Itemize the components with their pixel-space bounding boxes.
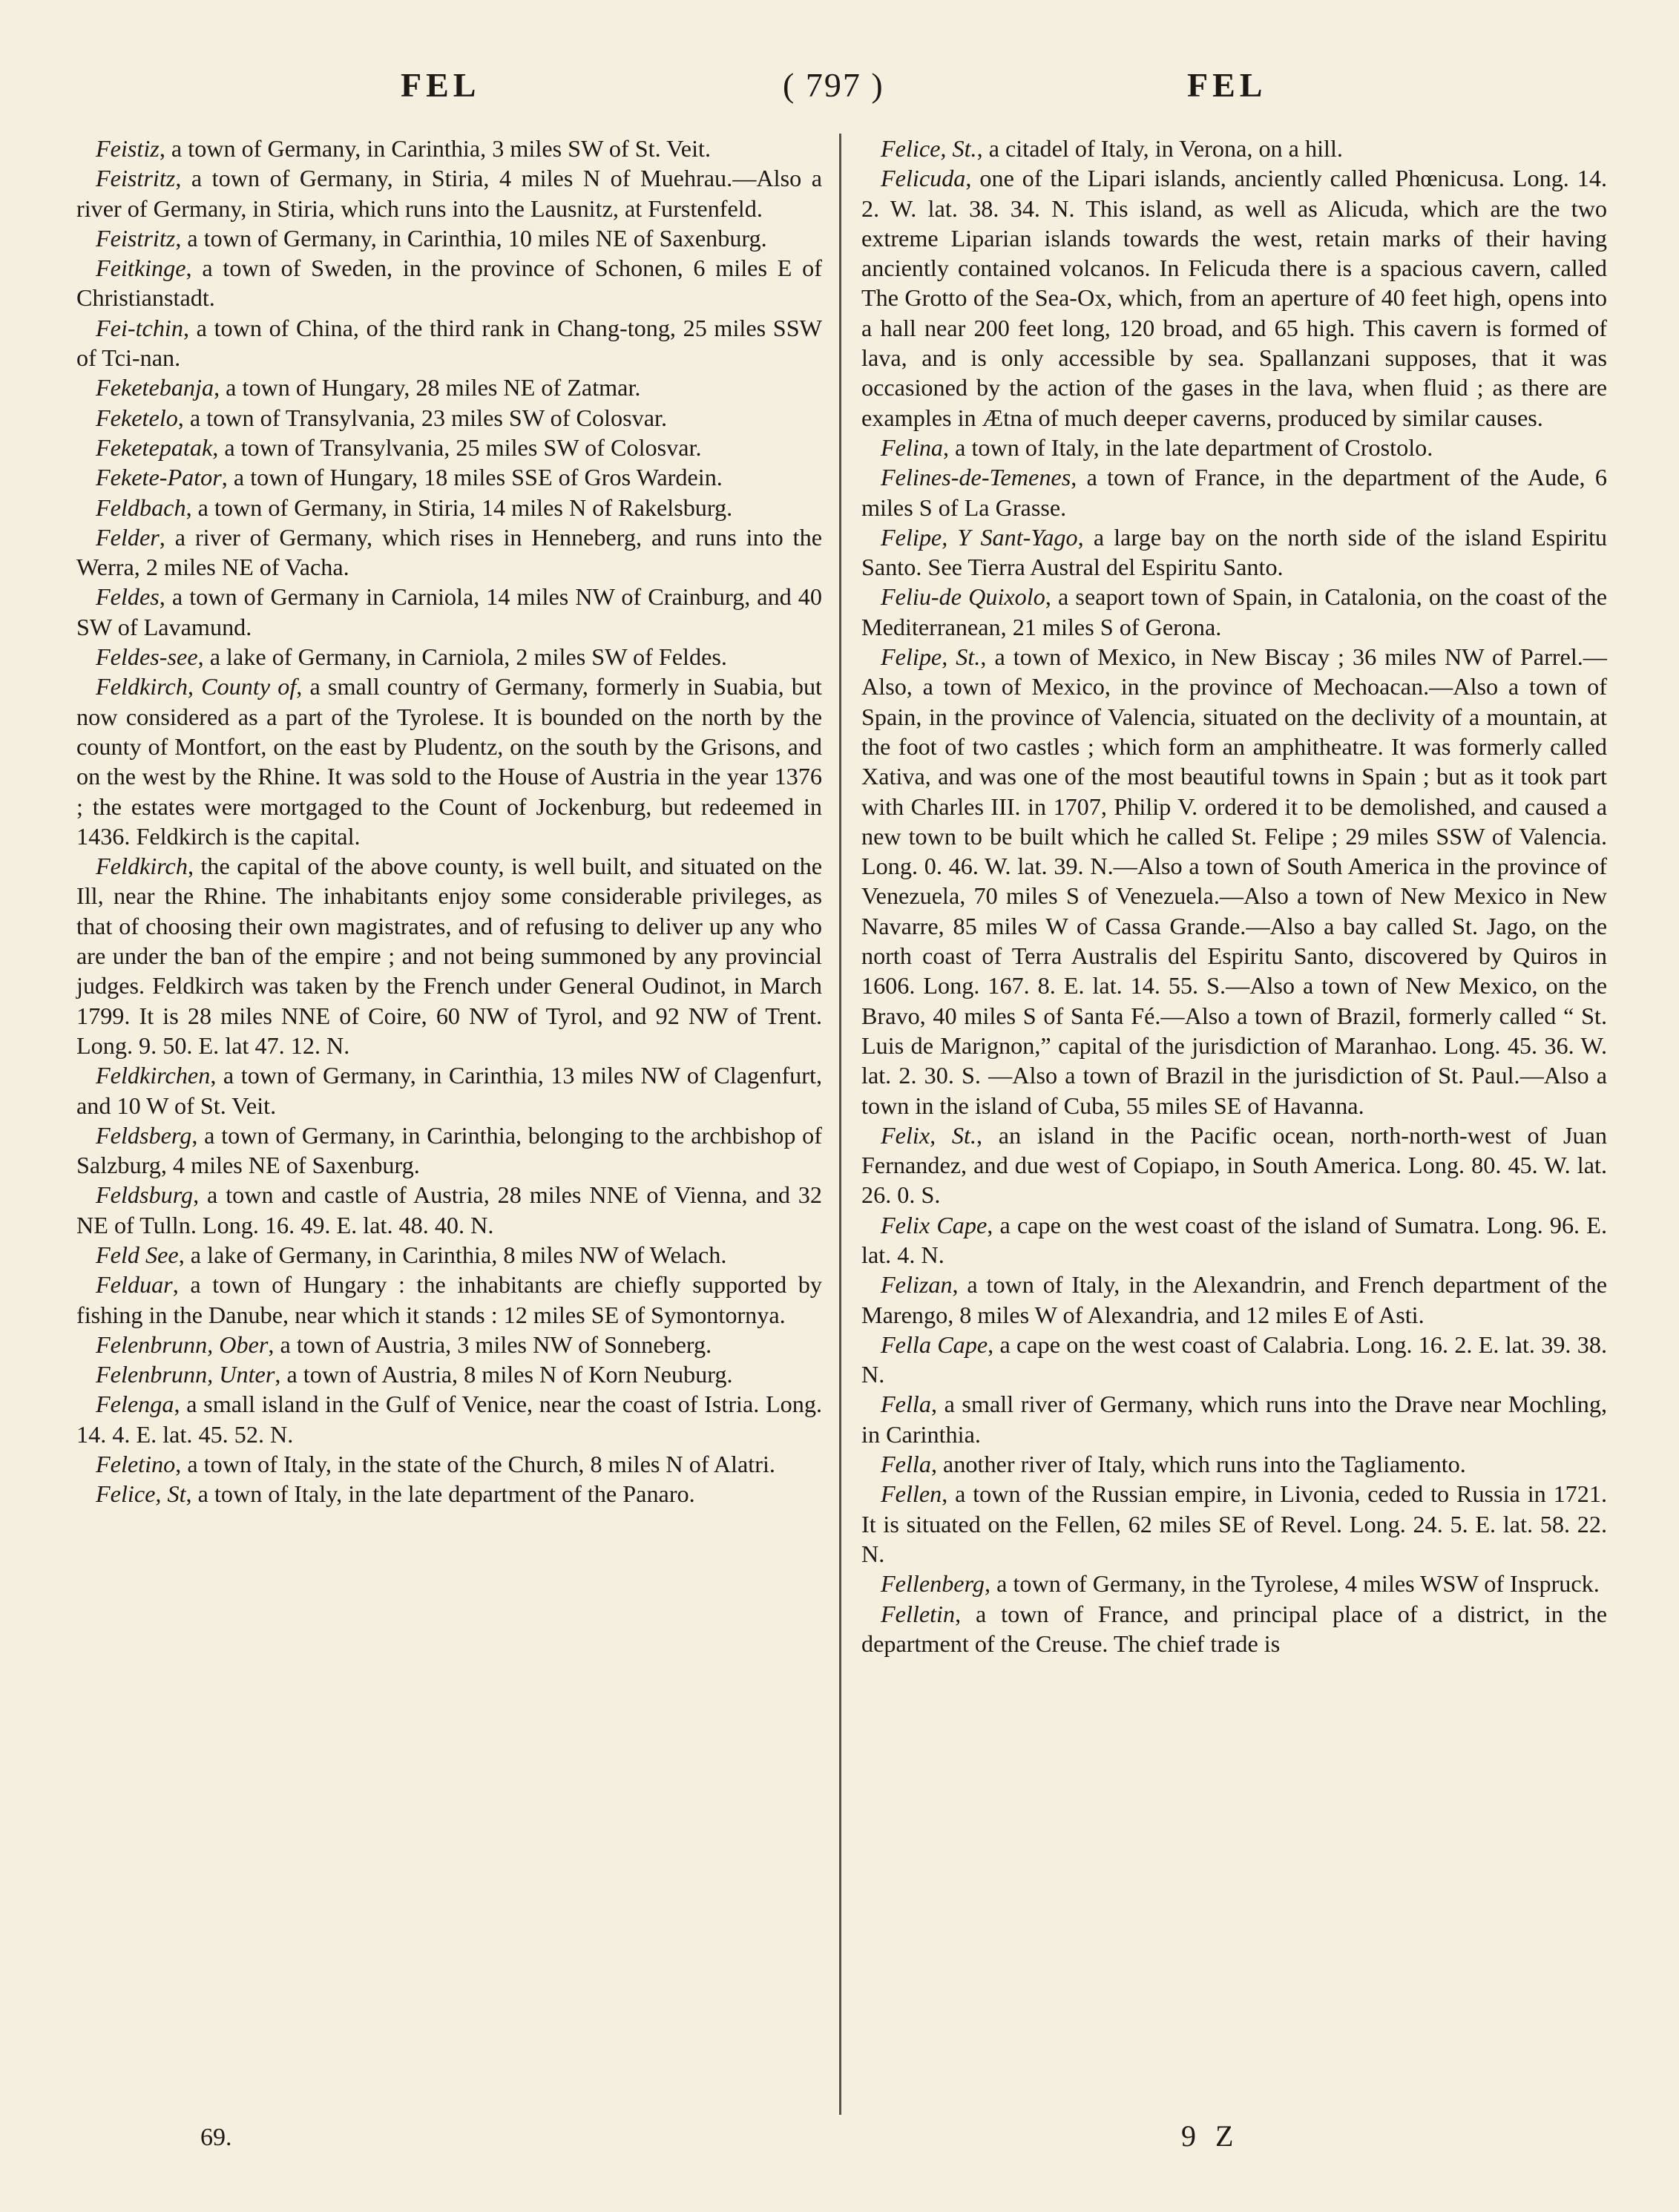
gazetteer-entry [861,582,1607,642]
gazetteer-entry [76,1449,822,1479]
entry-headword: Felder [96,523,160,551]
signature-mark: 69. [200,2124,232,2151]
gazetteer-entry [76,1120,822,1181]
entry-text: , a town of Italy, in the late department of the Panaro. [185,1480,695,1508]
entry-text: , a town of Germany, in Carinthia, belonging to the archbishop of Salzburg, 4 miles NE of Saxenburg. [76,1121,822,1179]
entry-headword: Feldkirch [96,853,188,880]
entry-headword: Felduar [96,1271,173,1299]
entry-headword: Feitkinge [96,255,186,282]
entry-text: , a small river of Germany, which runs into the Drave near Mochling, in Carinthia. [861,1391,1607,1448]
entry-headword: Feletino [96,1451,176,1478]
entry-headword: Feldkirch, County of [96,673,297,700]
entry-text: , a town of Mexico, in New Biscay ; 36 miles NW of Parrel.—Also, a town of Mexico, in the province of Mechoacan.—Also a town of Spain, in the province of Valencia, situated on the declivity of a mountain, at the foot of two castles ; which form an amphitheatre. It was formerly called Xativa, and was one of the most beautiful towns in Spain ; but as it took part with Charles III. in 1707, Philip V. ordered it to be demolished, and caused a new town to be built which he called St. Felipe ; 29 miles SSW of Valencia. Long. 0. 46. W. lat. 39. N.—Also a town of South America in the province of Venezuela, 70 miles S of Venezuela.—Also a town of New Mexico in New Navarre, 85 miles W of Cassa Grande.—Also a bay called St. Jago, on the north coast of Terra Australis del Espiritu Santo, discovered by Quiros in 1606. Long. 167. 8. E. lat. 14. 55. S.—Also a town of New Mexico, on the Bravo, 40 miles S of Santa Fé.—Also a town of Brazil, formerly called “ St. Luis de Marignon,” capital of the jurisdiction of Maranhao. Long. 45. 36. W. lat. 2. 30. S. —Also a town of Brazil in the jurisdiction of St. Paul.—Also a town in the island of Cuba, 55 miles SE of Havanna. [861,643,1607,1119]
entry-text: , a town of Germany, in the Tyrolese, 4 miles WSW of Inspruck. [985,1570,1600,1598]
gazetteer-entry [76,1359,822,1389]
entry-text: , a town and castle of Austria, 28 miles NNE of Vienna, and 32 NE of Tulln. Long. 16. 49. E. lat. 48. 40. N. [76,1181,822,1238]
entry-headword: Felicuda [881,165,966,192]
gazetteer-entry [76,462,822,492]
gazetteer-entry [861,1599,1607,1659]
gazetteer-entry [861,163,1607,433]
entry-text: , the capital of the above county, is well built, and situated on the Ill, near the Rhine. The inhabitants enjoy some considerable privileges, as that of choosing their own magistrates, and of refusing to deliver up any who are under the ban of the empire ; and not being summoned by any provincial judges. Feldkirch was taken by the French under General Oudinot, in March 1799. It is 28 miles NNE of Coire, 60 NW of Tyrol, and 92 NW of Trent. Long. 9. 50. E. lat 47. 12. N. [76,853,822,1059]
entry-headword: Feldsburg [96,1181,194,1209]
entry-text: , a small island in the Gulf of Venice, near the coast of Istria. Long. 14. 4. E. lat. 45. 52. N. [76,1391,822,1448]
entry-text: , a town of Transylvania, 25 miles SW of Colosvar. [212,433,702,461]
entry-headword: Felipe, Y Sant-Yago [881,523,1078,551]
entry-text: , another river of Italy, which runs into the Tagliamento. [930,1451,1466,1478]
entry-text: , an island in the Pacific ocean, north-north-west of Juan Fernandez, and due west of Copiapo, in South America. Long. 80. 45. W. lat. 26. 0. S. [861,1121,1608,1209]
gazetteer-entry [861,433,1607,462]
gazetteer-entry [76,1270,822,1330]
right-column [861,134,1607,1658]
entry-text: , a town of Italy, in the late department of Crostolo. [943,433,1433,461]
left-column [76,134,822,1509]
entry-text: , a town of Austria, 3 miles NW of Sonneberg. [268,1330,712,1358]
entry-text: , a lake of Germany, in Carniola, 2 miles SW of Feldes. [197,643,727,671]
entry-headword: Felizan [881,1271,953,1299]
entry-headword: Felix Cape [881,1211,988,1238]
entry-headword: Feketelo [96,404,178,431]
entry-headword: Feliu-de Quixolo [881,583,1045,611]
entry-text: , a small country of Germany, formerly in Suabia, but now considered as a part of the Tyrolese. It is bounded on the north by the county of Montfort, on the east by Pludentz, on the south by the Grisons, and on the west by the Rhine. It was sold to the House of Austria in the year 1376 ; the estates were mortgaged to the Count of Jockenburg, but redeemed in 1436. Feldkirch is the capital. [76,673,822,850]
entry-text: , a town of Austria, 8 miles N of Korn Neuburg. [275,1361,733,1388]
gazetteer-entry [76,672,822,851]
entry-text: , a town of France, in the department of the Aude, 6 miles S of La Grasse. [861,464,1607,521]
entry-text: , a town of Germany in Carniola, 14 miles NW of Crainburg, and 40 SW of Lavamund. [76,583,822,640]
entry-text: , a seaport town of Spain, in Catalonia, on the coast of the Mediterranean, 21 miles S of Gerona. [861,583,1607,640]
gazetteer-entry [76,403,822,433]
gazetteer-entry [861,1210,1607,1270]
entry-headword: Felipe, St. [881,643,981,671]
entry-headword: Fella Cape [881,1330,988,1358]
entry-headword: Fellenberg [881,1570,985,1598]
gazetteer-entry [861,1569,1607,1598]
entry-headword: Felice, St [96,1480,186,1508]
gazetteer-entry [76,373,822,402]
entry-headword: Fella [881,1451,931,1478]
entry-headword: Fei-tchin [96,314,183,341]
entry-headword: Felenbrunn, Unter [96,1361,275,1388]
entry-text: , a town of Italy, in the Alexandrin, and French department of the Marengo, 8 miles W of Alexandria, and 12 miles E of Asti. [861,1271,1607,1328]
entry-text: , a town of Germany, in Carinthia, 10 miles NE of Saxenburg. [175,224,767,252]
entry-text: , a citadel of Italy, in Verona, on a hill. [976,135,1343,162]
entry-text: , a large bay on the north side of the island Espiritu Santo. See Tierra Austral del Espiritu Santo. [861,523,1607,581]
entry-text: , a town of Italy, in the state of the Church, 8 miles N of Alatri. [175,1451,775,1478]
gazetteer-entry [76,582,822,642]
entry-headword: Feldsberg [96,1121,192,1149]
entry-text: , a town of Sweden, in the province of Schonen, 6 miles E of Christianstadt. [76,255,822,312]
gazetteer-entry [861,1120,1607,1210]
entry-headword: Felix, St. [881,1121,976,1149]
entry-text: , a lake of Germany, in Carinthia, 8 miles NW of Welach. [178,1241,727,1268]
entry-text: , a town of China, of the third rank in Chang-tong, 25 miles SSW of Tci-nan. [76,314,822,372]
entry-headword: Feistritz [96,165,176,192]
entry-headword: Feld See [96,1241,179,1268]
entry-text: , a cape on the west coast of Calabria. Long. 16. 2. E. lat. 39. 38. N. [861,1330,1607,1388]
gazetteer-entry [76,522,822,582]
entry-headword: Felenga [96,1391,174,1418]
entry-headword: Feldes-see [96,643,198,671]
entry-text: , a town of Transylvania, 23 miles SW of Colosvar. [177,404,668,431]
entry-text: , a town of Germany, in Stiria, 4 miles N of Muehrau.—Also a river of Germany, in Stiria, which runs into the Lausnitz, at Furstenfeld. [76,165,822,222]
entry-text: , a town of Hungary, 28 miles NE of Zatmar. [214,374,641,401]
entry-headword: Feistiz [96,135,160,162]
page-header [111,65,1565,117]
entry-headword: Felice, St. [881,135,977,162]
column-divider [839,134,841,2115]
gazetteer-entry [76,493,822,522]
entry-headword: Fellen [881,1480,942,1508]
entry-headword: Felletin [881,1600,956,1627]
gazetteer-entry [861,1479,1607,1569]
gazetteer-entry [76,223,822,253]
header-right-guideword: FEL [1187,66,1267,104]
entry-headword: Feketepatak [96,433,213,461]
gazetteer-entry [76,1389,822,1449]
entry-headword: Feistritz [96,224,176,252]
gazetteer-entry [76,313,822,373]
entry-text: , a town of Germany, in Carinthia, 13 miles NW of Clagenfurt, and 10 W of St. Veit. [76,1062,822,1119]
gazetteer-entry [76,1060,822,1120]
gazetteer-entry [76,1240,822,1270]
entry-headword: Feketebanja [96,374,214,401]
entry-text: , a town of the Russian empire, in Livonia, ceded to Russia in 1721. It is situated on the Fellen, 62 miles SE of Revel. Long. 24. 5. E. lat. 58. 22. N. [861,1480,1607,1567]
entry-headword: Felines-de-Temenes [881,464,1071,491]
entry-headword: Feldes [96,583,160,611]
gathering-mark: 9 Z [1181,2119,1240,2153]
entry-text: , a river of Germany, which rises in Henneberg, and runs into the Werra, 2 miles NE of Vacha. [76,523,822,581]
entry-text: , a town of France, and principal place of a district, in the department of the Creuse. The chief trade is [861,1600,1607,1657]
gazetteer-entry [861,1449,1607,1479]
entry-headword: Fekete-Pator [96,464,222,491]
entry-headword: Feldbach [96,493,186,521]
gazetteer-entry [861,1389,1607,1449]
gazetteer-entry [76,1180,822,1240]
entry-headword: Felenbrunn, Ober [96,1330,269,1358]
gazetteer-entry [861,1270,1607,1330]
entry-text: , a town of Hungary, 18 miles SSE of Gros Wardein. [221,464,723,491]
gazetteer-entry [76,851,822,1060]
gazetteer-entry [861,522,1607,582]
gazetteer-entry [76,134,822,163]
gazetteer-entry [76,433,822,462]
gazetteer-entry [76,642,822,672]
gazetteer-entry [76,1330,822,1359]
entry-headword: Fella [881,1391,931,1418]
gazetteer-entry [861,1330,1607,1390]
gazetteer-entry [76,1479,822,1509]
entry-text: , one of the Lipari islands, anciently called Phœnicusa. Long. 14. 2. W. lat. 38. 34. N. This island, as well as Alicuda, which are the two extreme Liparian islands towards the west, retain marks of their having anciently contained volcanos. In Felicuda there is a spacious cavern, called The Grotto of the Sea-Ox, which, from an aperture of 40 feet high, opens into a hall near 200 feet long, 120 broad, and 65 high. This cavern is formed of lava, and is only accessible by sea. Spallanzani supposes, that it was occasioned by the action of the gases in the lava, when fluid ; as there are examples in Ætna of much deeper caverns, produced by similar causes. [861,165,1607,431]
gazetteer-entry [861,134,1607,163]
entry-headword: Feldkirchen [96,1062,211,1089]
header-left-guideword: FEL [401,66,481,104]
page-number: ( 797 ) [783,66,884,104]
entry-text: , a town of Germany, in Carinthia, 3 miles SW of St. Veit. [159,135,712,162]
entry-text: , a town of Germany, in Stiria, 14 miles N of Rakelsburg. [185,493,733,521]
gazetteer-entry [76,163,822,223]
entry-headword: Felina [881,433,944,461]
entry-text: , a town of Hungary : the inhabitants are chiefly supported by fishing in the Danube, near which it stands : 12 miles SE of Symontornya. [76,1271,822,1328]
gazetteer-entry [76,253,822,313]
entry-text: , a cape on the west coast of the island of Sumatra. Long. 96. E. lat. 4. N. [861,1211,1608,1268]
gazetteer-entry [861,462,1607,522]
gazetteer-entry [861,642,1607,1120]
